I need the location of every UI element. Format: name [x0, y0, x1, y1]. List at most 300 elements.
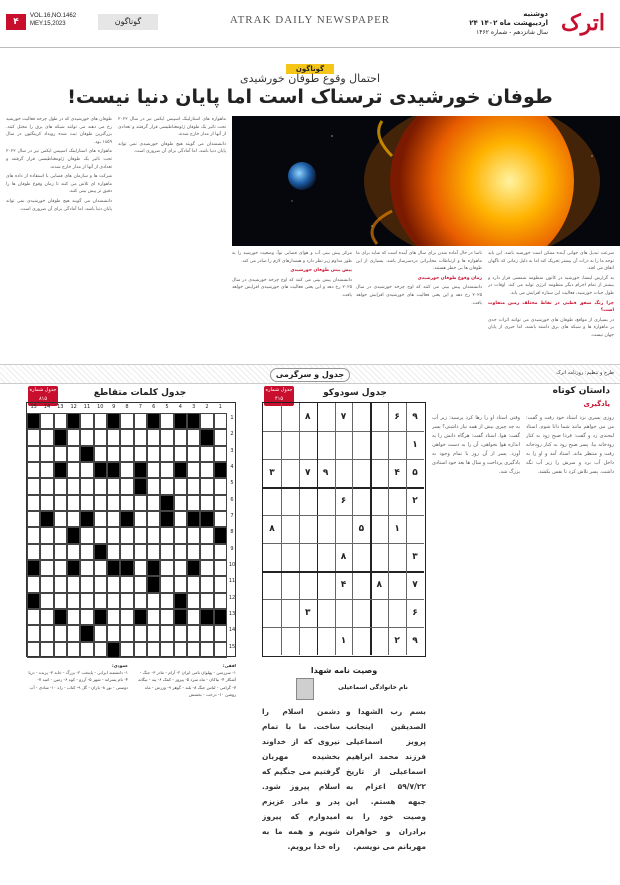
sudoku-cell[interactable] — [299, 627, 317, 655]
crossword-cell[interactable] — [27, 462, 40, 478]
crossword-cell[interactable] — [67, 544, 80, 560]
crossword-cell[interactable] — [27, 478, 40, 494]
sudoku-cell[interactable]: ۵ — [412, 468, 418, 478]
crossword-cell[interactable] — [160, 413, 173, 429]
crossword-cell[interactable] — [134, 495, 147, 511]
crossword-cell[interactable] — [134, 511, 147, 527]
crossword-cell[interactable] — [120, 527, 133, 543]
sudoku-cell[interactable] — [299, 543, 317, 571]
crossword-cell[interactable] — [27, 576, 40, 592]
crossword-cell[interactable] — [214, 462, 227, 478]
sudoku-cell[interactable]: ۹ — [322, 468, 329, 478]
crossword-cell[interactable] — [94, 576, 107, 592]
crossword-cell[interactable] — [67, 429, 80, 445]
crossword-cell[interactable] — [147, 495, 160, 511]
crossword-cell[interactable] — [134, 429, 147, 445]
sudoku-cell[interactable]: ۳ — [304, 608, 311, 618]
crossword-cell[interactable] — [160, 511, 173, 527]
crossword-cell[interactable] — [160, 544, 173, 560]
crossword-cell[interactable] — [67, 495, 80, 511]
crossword-cell[interactable] — [174, 593, 187, 609]
crossword-cell[interactable] — [187, 413, 200, 429]
crossword-cell[interactable] — [174, 478, 187, 494]
crossword-cell[interactable] — [54, 609, 67, 625]
sudoku-cell[interactable]: ۱ — [394, 524, 400, 534]
crossword-cell[interactable] — [200, 593, 213, 609]
crossword-cell[interactable] — [174, 609, 187, 625]
crossword-cell[interactable] — [147, 527, 160, 543]
crossword-cell[interactable] — [214, 560, 227, 576]
crossword-cell[interactable] — [214, 511, 227, 527]
crossword-cell[interactable] — [40, 495, 53, 511]
crossword-cell[interactable] — [187, 478, 200, 494]
crossword-cell[interactable] — [94, 429, 107, 445]
crossword-cell[interactable] — [27, 429, 40, 445]
sudoku-cell[interactable] — [352, 571, 370, 599]
crossword-cell[interactable] — [147, 413, 160, 429]
crossword-cell[interactable] — [40, 609, 53, 625]
crossword-cell[interactable] — [67, 560, 80, 576]
sudoku-cell[interactable]: ۷ — [304, 468, 311, 478]
sudoku-cell[interactable] — [317, 599, 335, 627]
sudoku-cell[interactable] — [370, 627, 388, 655]
crossword-cell[interactable] — [94, 495, 107, 511]
crossword-cell[interactable] — [187, 429, 200, 445]
crossword-cell[interactable] — [187, 462, 200, 478]
crossword-cell[interactable] — [200, 478, 213, 494]
crossword-cell[interactable] — [80, 429, 93, 445]
crossword-cell[interactable] — [107, 429, 120, 445]
crossword-cell[interactable] — [107, 446, 120, 462]
sudoku-cell[interactable]: ۸ — [376, 580, 383, 590]
crossword-cell[interactable] — [80, 495, 93, 511]
crossword-cell[interactable] — [187, 560, 200, 576]
sudoku-cell[interactable] — [281, 431, 299, 459]
sudoku-cell[interactable]: ۸ — [304, 412, 311, 422]
crossword-cell[interactable] — [134, 413, 147, 429]
sudoku-cell[interactable] — [281, 599, 299, 627]
crossword-cell[interactable] — [80, 527, 93, 543]
sudoku-cell[interactable] — [352, 403, 370, 431]
crossword-cell[interactable] — [94, 544, 107, 560]
crossword-cell[interactable] — [134, 642, 147, 658]
sudoku-cell[interactable]: ۲ — [394, 636, 400, 646]
crossword-cell[interactable] — [40, 429, 53, 445]
crossword-cell[interactable] — [80, 625, 93, 641]
sudoku-cell[interactable]: ۳ — [412, 552, 418, 562]
sudoku-cell[interactable] — [299, 487, 317, 515]
crossword-cell[interactable] — [40, 478, 53, 494]
crossword-cell[interactable] — [200, 527, 213, 543]
crossword-cell[interactable] — [147, 478, 160, 494]
crossword-cell[interactable] — [120, 413, 133, 429]
crossword-cell[interactable] — [214, 478, 227, 494]
crossword-cell[interactable] — [160, 527, 173, 543]
crossword-cell[interactable] — [187, 593, 200, 609]
crossword-cell[interactable] — [27, 593, 40, 609]
crossword-cell[interactable] — [200, 642, 213, 658]
crossword-cell[interactable] — [160, 495, 173, 511]
crossword-cell[interactable] — [147, 642, 160, 658]
sudoku-cell[interactable]: ۸ — [269, 524, 275, 534]
sudoku-cell[interactable]: ۸ — [340, 552, 347, 562]
crossword-cell[interactable] — [214, 413, 227, 429]
crossword-cell[interactable] — [174, 560, 187, 576]
crossword-cell[interactable] — [54, 413, 67, 429]
sudoku-cell[interactable] — [317, 543, 335, 571]
crossword-cell[interactable] — [27, 495, 40, 511]
crossword-cell[interactable] — [200, 495, 213, 511]
crossword-cell[interactable] — [134, 625, 147, 641]
crossword-cell[interactable] — [80, 576, 93, 592]
crossword-cell[interactable] — [94, 625, 107, 641]
sudoku-cell[interactable] — [281, 543, 299, 571]
sudoku-cell[interactable] — [370, 459, 388, 487]
crossword-cell[interactable] — [160, 625, 173, 641]
crossword-cell[interactable] — [187, 609, 200, 625]
crossword-cell[interactable] — [40, 413, 53, 429]
crossword-cell[interactable] — [200, 576, 213, 592]
crossword-cell[interactable] — [120, 462, 133, 478]
crossword-cell[interactable] — [214, 446, 227, 462]
sudoku-cell[interactable] — [263, 627, 281, 655]
sudoku-cell[interactable] — [263, 431, 281, 459]
crossword-cell[interactable] — [54, 625, 67, 641]
crossword-cell[interactable] — [187, 446, 200, 462]
sudoku-cell[interactable]: ۴ — [394, 468, 400, 478]
crossword-cell[interactable] — [134, 560, 147, 576]
crossword-cell[interactable] — [80, 446, 93, 462]
crossword-cell[interactable] — [160, 478, 173, 494]
crossword-cell[interactable] — [187, 511, 200, 527]
crossword-cell[interactable] — [94, 527, 107, 543]
crossword-cell[interactable] — [67, 609, 80, 625]
crossword-cell[interactable] — [147, 609, 160, 625]
crossword-cell[interactable] — [67, 413, 80, 429]
crossword-cell[interactable] — [94, 413, 107, 429]
crossword-cell[interactable] — [120, 478, 133, 494]
crossword-cell[interactable] — [94, 446, 107, 462]
crossword-cell[interactable] — [200, 511, 213, 527]
crossword-cell[interactable] — [54, 593, 67, 609]
crossword-cell[interactable] — [214, 625, 227, 641]
crossword-cell[interactable] — [107, 527, 120, 543]
crossword-cell[interactable] — [54, 446, 67, 462]
crossword-cell[interactable] — [134, 462, 147, 478]
crossword-cell[interactable] — [67, 576, 80, 592]
crossword-cell[interactable] — [187, 625, 200, 641]
crossword-cell[interactable] — [54, 642, 67, 658]
crossword-cell[interactable] — [147, 511, 160, 527]
sudoku-cell[interactable] — [388, 599, 406, 627]
crossword-cell[interactable] — [107, 511, 120, 527]
crossword-cell[interactable] — [160, 576, 173, 592]
crossword-cell[interactable] — [107, 593, 120, 609]
crossword-cell[interactable] — [94, 642, 107, 658]
crossword-cell[interactable] — [40, 576, 53, 592]
sudoku-cell[interactable] — [263, 403, 281, 431]
crossword-cell[interactable] — [147, 593, 160, 609]
crossword-cell[interactable] — [27, 609, 40, 625]
crossword-cell[interactable] — [54, 544, 67, 560]
crossword-cell[interactable] — [187, 576, 200, 592]
crossword-cell[interactable] — [54, 495, 67, 511]
crossword-cell[interactable] — [174, 462, 187, 478]
crossword-cell[interactable] — [134, 446, 147, 462]
crossword-cell[interactable] — [107, 625, 120, 641]
crossword-cell[interactable] — [174, 576, 187, 592]
crossword-cell[interactable] — [120, 593, 133, 609]
sudoku-cell[interactable] — [370, 543, 388, 571]
crossword-cell[interactable] — [174, 544, 187, 560]
crossword-cell[interactable] — [27, 560, 40, 576]
crossword-cell[interactable] — [200, 413, 213, 429]
crossword-cell[interactable] — [27, 446, 40, 462]
sudoku-cell[interactable]: ۶ — [340, 496, 347, 506]
crossword-cell[interactable] — [54, 462, 67, 478]
crossword-cell[interactable] — [27, 625, 40, 641]
sudoku-cell[interactable]: ۳ — [269, 468, 275, 478]
crossword-cell[interactable] — [214, 576, 227, 592]
sudoku-cell[interactable] — [370, 403, 388, 431]
crossword-cell[interactable] — [67, 625, 80, 641]
crossword-cell[interactable] — [134, 527, 147, 543]
sudoku-cell[interactable]: ۴ — [340, 580, 347, 590]
sudoku-cell[interactable] — [335, 431, 353, 459]
sudoku-cell[interactable] — [317, 431, 335, 459]
crossword-cell[interactable] — [174, 527, 187, 543]
crossword-cell[interactable] — [147, 625, 160, 641]
crossword-cell[interactable] — [80, 462, 93, 478]
crossword-cell[interactable] — [107, 609, 120, 625]
crossword-cell[interactable] — [94, 462, 107, 478]
sudoku-cell[interactable]: ۹ — [412, 636, 418, 646]
crossword-cell[interactable] — [200, 609, 213, 625]
crossword-cell[interactable] — [107, 413, 120, 429]
crossword-cell[interactable] — [40, 593, 53, 609]
sudoku-cell[interactable]: ۷ — [340, 412, 347, 422]
crossword-cell[interactable] — [107, 462, 120, 478]
crossword-cell[interactable] — [174, 495, 187, 511]
sudoku-cell[interactable] — [352, 599, 370, 627]
crossword-cell[interactable] — [80, 642, 93, 658]
crossword-cell[interactable] — [160, 462, 173, 478]
sudoku-cell[interactable]: ۷ — [412, 580, 418, 590]
crossword-cell[interactable] — [67, 462, 80, 478]
crossword-cell[interactable] — [80, 544, 93, 560]
crossword-cell[interactable] — [67, 642, 80, 658]
crossword-cell[interactable] — [67, 527, 80, 543]
sudoku-cell[interactable] — [263, 543, 281, 571]
crossword-cell[interactable] — [147, 576, 160, 592]
crossword-cell[interactable] — [120, 511, 133, 527]
sudoku-cell[interactable] — [281, 571, 299, 599]
crossword-cell[interactable] — [40, 560, 53, 576]
sudoku-cell[interactable] — [388, 543, 406, 571]
sudoku-cell[interactable] — [388, 487, 406, 515]
crossword-cell[interactable] — [174, 429, 187, 445]
crossword-cell[interactable] — [120, 609, 133, 625]
crossword-cell[interactable] — [160, 593, 173, 609]
crossword-cell[interactable] — [40, 544, 53, 560]
crossword-cell[interactable] — [27, 642, 40, 658]
crossword-cell[interactable] — [107, 560, 120, 576]
crossword-cell[interactable] — [160, 609, 173, 625]
crossword-cell[interactable] — [107, 642, 120, 658]
sudoku-cell[interactable] — [299, 431, 317, 459]
crossword-cell[interactable] — [120, 642, 133, 658]
crossword-cell[interactable] — [67, 446, 80, 462]
sudoku-cell[interactable] — [352, 543, 370, 571]
crossword-cell[interactable] — [27, 527, 40, 543]
crossword-cell[interactable] — [200, 544, 213, 560]
sudoku-cell[interactable] — [281, 459, 299, 487]
sudoku-cell[interactable] — [281, 487, 299, 515]
sudoku-cell[interactable] — [335, 515, 353, 543]
sudoku-cell[interactable] — [352, 431, 370, 459]
sudoku-cell[interactable] — [352, 627, 370, 655]
crossword-cell[interactable] — [120, 625, 133, 641]
crossword-cell[interactable] — [174, 511, 187, 527]
crossword-cell[interactable] — [200, 429, 213, 445]
crossword-cell[interactable] — [107, 478, 120, 494]
crossword-cell[interactable] — [80, 609, 93, 625]
crossword-cell[interactable] — [27, 413, 40, 429]
sudoku-cell[interactable] — [263, 487, 281, 515]
crossword-cell[interactable] — [54, 429, 67, 445]
crossword-cell[interactable] — [54, 527, 67, 543]
crossword-cell[interactable] — [200, 625, 213, 641]
crossword-cell[interactable] — [80, 560, 93, 576]
crossword-cell[interactable] — [187, 495, 200, 511]
crossword-cell[interactable] — [40, 511, 53, 527]
crossword-cell[interactable] — [54, 478, 67, 494]
crossword-cell[interactable] — [134, 609, 147, 625]
sudoku-cell[interactable] — [281, 515, 299, 543]
crossword-cell[interactable] — [174, 625, 187, 641]
sudoku-cell[interactable] — [335, 459, 353, 487]
crossword-cell[interactable] — [187, 642, 200, 658]
crossword-cell[interactable] — [147, 446, 160, 462]
crossword-cell[interactable] — [27, 511, 40, 527]
crossword-cell[interactable] — [147, 462, 160, 478]
crossword-cell[interactable] — [160, 560, 173, 576]
sudoku-cell[interactable] — [281, 627, 299, 655]
sudoku-cell[interactable] — [281, 403, 299, 431]
crossword-cell[interactable] — [147, 544, 160, 560]
sudoku-cell[interactable] — [352, 459, 370, 487]
crossword-cell[interactable] — [67, 478, 80, 494]
sudoku-cell[interactable]: ۶ — [394, 412, 400, 422]
crossword-cell[interactable] — [214, 593, 227, 609]
sudoku-cell[interactable] — [406, 515, 424, 543]
crossword-cell[interactable] — [40, 527, 53, 543]
sudoku-cell[interactable] — [370, 515, 388, 543]
crossword-cell[interactable] — [214, 429, 227, 445]
crossword-cell[interactable] — [160, 429, 173, 445]
sudoku-cell[interactable] — [388, 431, 406, 459]
crossword-cell[interactable] — [40, 462, 53, 478]
crossword-cell[interactable] — [120, 544, 133, 560]
crossword-cell[interactable] — [134, 544, 147, 560]
crossword-cell[interactable] — [94, 478, 107, 494]
crossword-cell[interactable] — [40, 642, 53, 658]
crossword-cell[interactable] — [187, 527, 200, 543]
crossword-cell[interactable] — [200, 560, 213, 576]
sudoku-cell[interactable] — [299, 571, 317, 599]
crossword-cell[interactable] — [200, 446, 213, 462]
sudoku-cell[interactable] — [335, 599, 353, 627]
crossword-cell[interactable] — [107, 544, 120, 560]
sudoku-cell[interactable] — [317, 487, 335, 515]
sudoku-cell[interactable] — [317, 515, 335, 543]
crossword-cell[interactable] — [120, 560, 133, 576]
crossword-cell[interactable] — [80, 511, 93, 527]
crossword-cell[interactable] — [214, 609, 227, 625]
crossword-cell[interactable] — [94, 511, 107, 527]
crossword-cell[interactable] — [80, 413, 93, 429]
sudoku-cell[interactable] — [263, 571, 281, 599]
sudoku-cell[interactable] — [317, 403, 335, 431]
crossword-cell[interactable] — [174, 413, 187, 429]
crossword-cell[interactable] — [94, 593, 107, 609]
sudoku-cell[interactable]: ۲ — [412, 496, 418, 506]
crossword-cell[interactable] — [40, 625, 53, 641]
crossword-cell[interactable] — [214, 544, 227, 560]
crossword-cell[interactable] — [160, 642, 173, 658]
crossword-cell[interactable] — [134, 593, 147, 609]
crossword-cell[interactable] — [120, 446, 133, 462]
crossword-cell[interactable] — [40, 446, 53, 462]
crossword-cell[interactable] — [120, 576, 133, 592]
sudoku-cell[interactable] — [370, 599, 388, 627]
crossword-cell[interactable] — [94, 609, 107, 625]
sudoku-cell[interactable]: ۶ — [412, 608, 418, 618]
crossword-cell[interactable] — [107, 576, 120, 592]
crossword-cell[interactable] — [214, 527, 227, 543]
crossword-cell[interactable] — [174, 642, 187, 658]
crossword-cell[interactable] — [54, 511, 67, 527]
crossword-cell[interactable] — [27, 544, 40, 560]
sudoku-cell[interactable] — [370, 487, 388, 515]
sudoku-cell[interactable] — [317, 627, 335, 655]
sudoku-cell[interactable]: ۹ — [412, 412, 418, 422]
sudoku-cell[interactable]: ۱ — [412, 440, 418, 450]
crossword-cell[interactable] — [54, 576, 67, 592]
sudoku-cell[interactable] — [299, 515, 317, 543]
crossword-cell[interactable] — [120, 429, 133, 445]
crossword-cell[interactable] — [174, 446, 187, 462]
sudoku-cell[interactable] — [388, 571, 406, 599]
crossword-cell[interactable] — [120, 495, 133, 511]
crossword-cell[interactable] — [214, 495, 227, 511]
crossword-cell[interactable] — [147, 429, 160, 445]
crossword-cell[interactable] — [67, 593, 80, 609]
sudoku-cell[interactable]: ۱ — [340, 636, 347, 646]
sudoku-cell[interactable]: ۵ — [358, 524, 365, 534]
crossword-cell[interactable] — [54, 560, 67, 576]
crossword-cell[interactable] — [214, 642, 227, 658]
crossword-cell[interactable] — [107, 495, 120, 511]
crossword-cell[interactable] — [187, 544, 200, 560]
sudoku-cell[interactable] — [370, 431, 388, 459]
crossword-cell[interactable] — [80, 478, 93, 494]
crossword-cell[interactable] — [94, 560, 107, 576]
crossword-cell[interactable] — [134, 478, 147, 494]
sudoku-cell[interactable] — [263, 599, 281, 627]
crossword-cell[interactable] — [200, 462, 213, 478]
crossword-cell[interactable] — [147, 560, 160, 576]
